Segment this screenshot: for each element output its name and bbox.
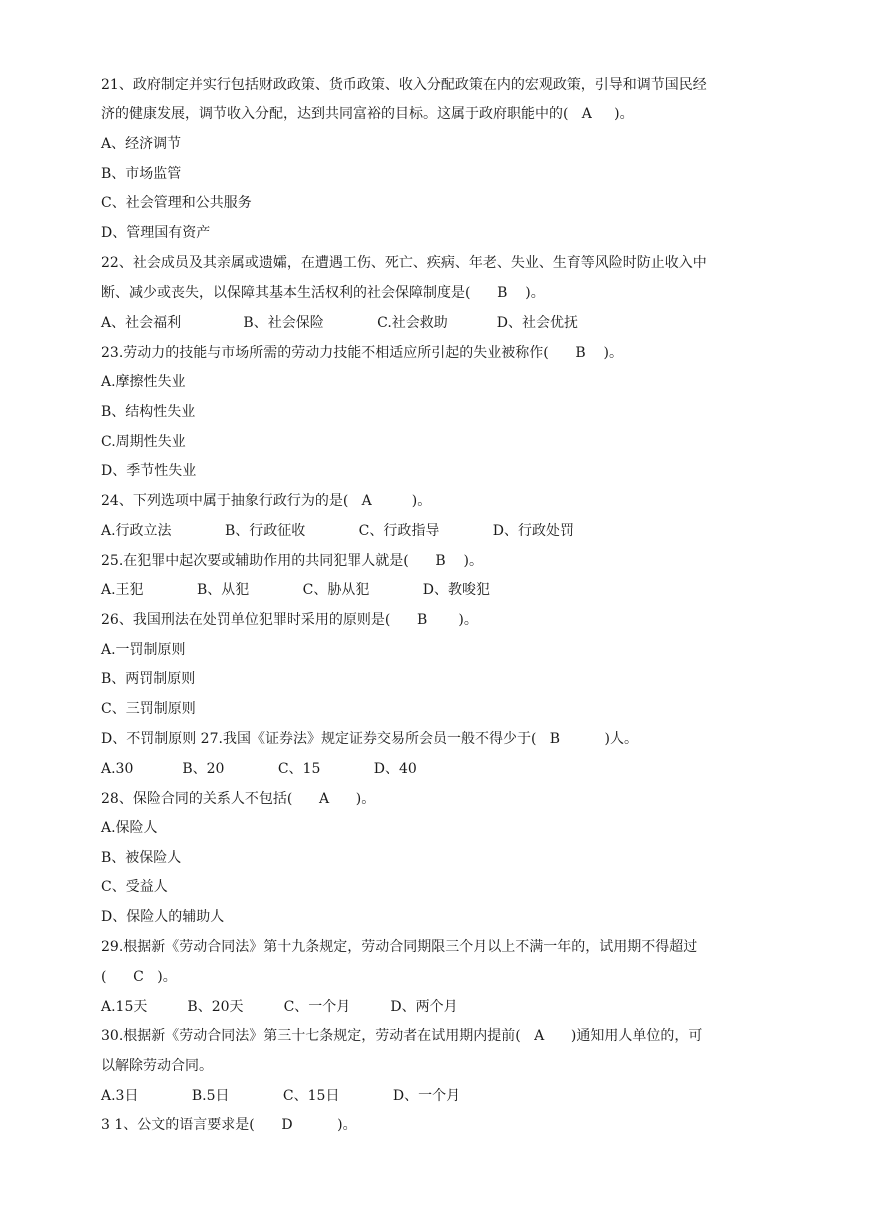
q23-option-a: A.摩擦性失业 [101,374,186,390]
q30-stem-line-2: 以解除劳动合同。 [101,1058,213,1074]
q28-stem: 28、保险合同的关系人不包括( A )。 [101,791,376,807]
q26-option-d-q27-stem: D、不罚制原则 27.我国《证券法》规定证券交易所会员一般不得少于( B )人。 [101,731,639,747]
q23-option-d: D、季节性失业 [101,463,197,479]
q22-stem-line-2: 断、减少或丧失，以保障其基本生活权利的社会保障制度是( B )。 [101,285,545,301]
q31-stem: 3 1、公文的语言要求是( D )。 [101,1117,357,1133]
q21-option-c: C、社会管理和公共服务 [101,195,252,211]
q22-stem-line-1: 22、社会成员及其亲属或遗孀，在遭遇工伤、死亡、疾病、年老、失业、生育等风险时防止收入中 [101,255,707,271]
q28-option-d: D、保险人的辅助人 [101,909,225,925]
q23-option-c: C.周期性失业 [101,434,186,450]
q25-stem: 25.在犯罪中起次要或辅助作用的共同犯罪人就是( B )。 [101,553,483,569]
q21-stem-line-1: 21、政府制定并实行包括财政政策、货币政策、收入分配政策在内的宏观政策，引导和调节国民经 [101,77,707,93]
q30-options: A.3日 B.5日 C、15日 D、一个月 [101,1088,461,1104]
q24-stem: 24、下列选项中属于抽象行政行为的是( A )。 [101,493,432,509]
q26-option-b: B、两罚制原则 [101,671,196,687]
q21-option-a: A、经济调节 [101,136,182,152]
q21-option-b: B、市场监管 [101,166,182,182]
q21-option-d: D、管理国有资产 [101,225,211,241]
q25-options: A.王犯 B、从犯 C、胁从犯 D、教唆犯 [101,582,490,598]
q23-option-b: B、结构性失业 [101,404,196,420]
q22-options: A、社会福利 B、社会保险 C.社会救助 D、社会优抚 [101,315,578,331]
q27-options: A.30 B、20 C、15 D、40 [101,761,417,777]
q21-stem-line-2: 济的健康发展，调节收入分配，达到共同富裕的目标。这属于政府职能中的( A )。 [101,106,634,122]
q26-option-a: A.一罚制原则 [101,642,186,658]
q29-stem-line-1: 29.根据新《劳动合同法》第十九条规定，劳动合同期限三个月以上不满一年的，试用期不得超过 [101,939,698,955]
q24-options: A.行政立法 B、行政征收 C、行政指导 D、行政处罚 [101,523,574,539]
q28-option-a: A.保险人 [101,820,158,836]
q29-options: A.15天 B、20天 C、一个月 D、两个月 [101,999,458,1015]
q26-option-c: C、三罚制原则 [101,701,196,717]
q28-option-b: B、被保险人 [101,850,182,866]
q26-stem: 26、我国刑法在处罚单位犯罪时采用的原则是( B )。 [101,612,478,628]
q28-option-c: C、受益人 [101,879,168,895]
q29-stem-line-2: ( C )。 [101,969,177,985]
q30-stem-line-1: 30.根据新《劳动合同法》第三十七条规定，劳动者在试用期内提前( A )通知用人单位的，可 [101,1028,703,1044]
q23-stem: 23.劳动力的技能与市场所需的劳动力技能不相适应所引起的失业被称作( B )。 [101,345,623,361]
